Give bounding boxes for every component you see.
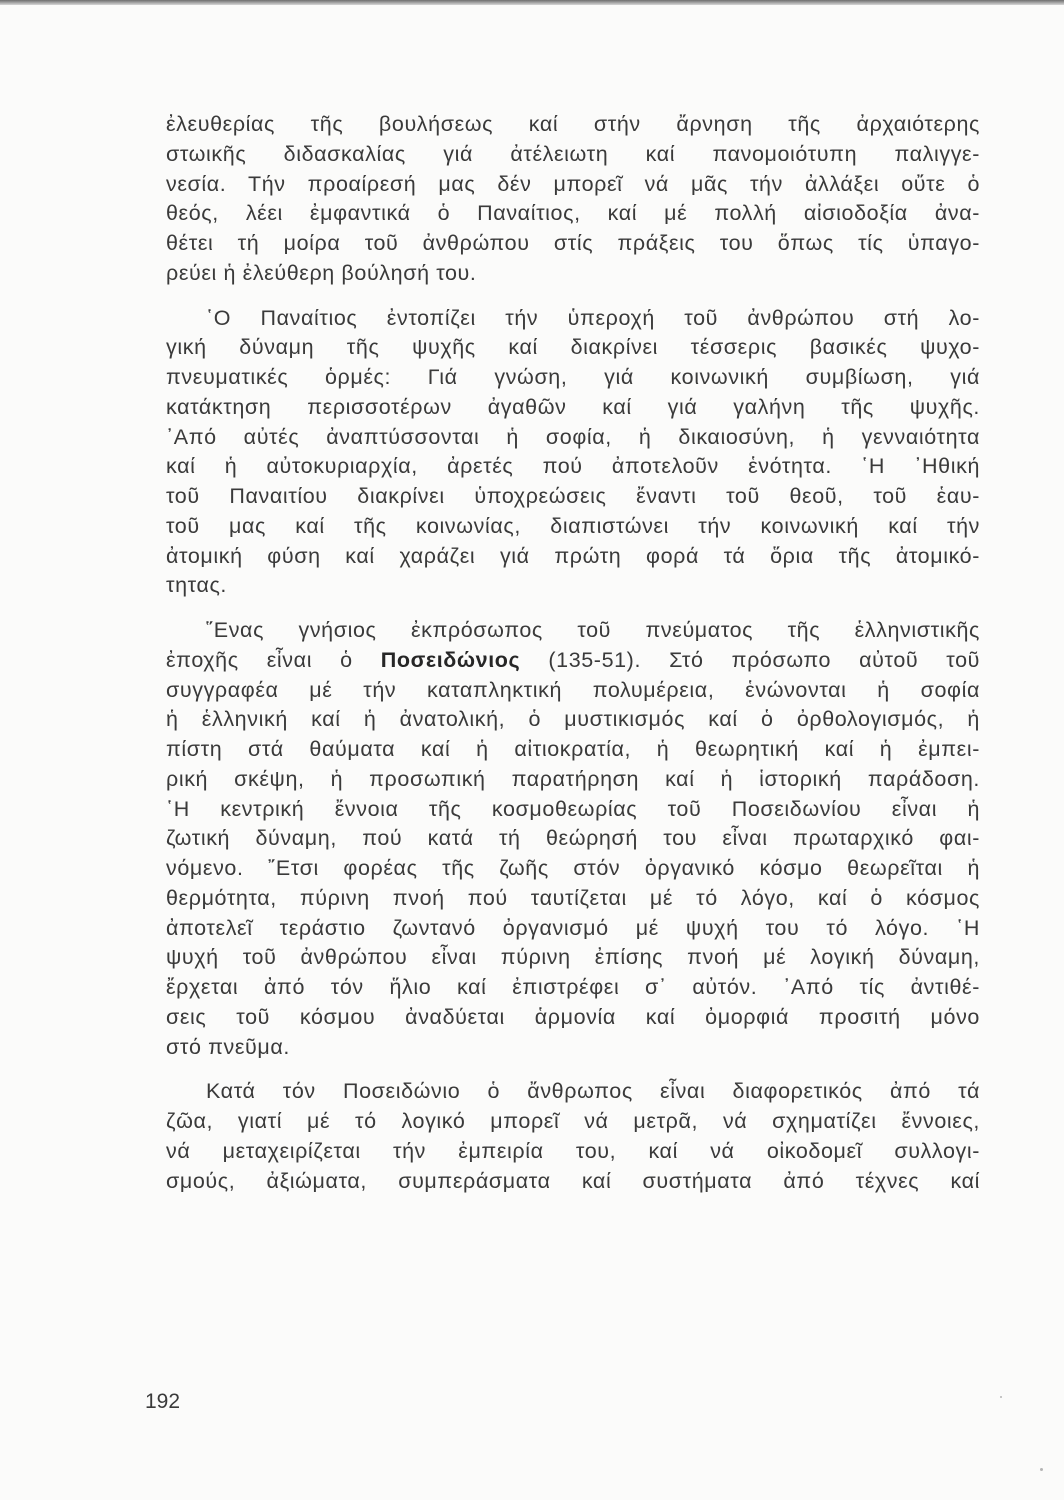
text-line: ἀτομική φύση καί χαράζει γιά πρώτη φορά τά ὅρια τῆς ἀτομικό- <box>166 543 980 568</box>
text-line: νά μεταχειρίζεται τήν ἐμπειρία του, καί νά οἰκοδομεῖ συλλογι- <box>166 1138 980 1163</box>
text-line: Κατά τόν Ποσειδώνιο ὁ ἄνθρωπος εἶναι διαφορετικός ἀπό τά <box>206 1079 980 1104</box>
text-line: ῞Ενας γνήσιος ἐκπρόσωπος τοῦ πνεύματος τῆς ἑλληνιστικῆς <box>206 618 980 642</box>
text-line: ἐλευθερίας τῆς βουλήσεως καί στήν ἄρνηση τῆς ἀρχαιότερης <box>166 112 980 136</box>
text-line: γική δύναμη τῆς ψυχῆς καί διακρίνει τέσσερις βασικές ψυχο- <box>166 335 980 360</box>
paragraph-2 <box>166 304 980 602</box>
scan-speck <box>1040 1468 1043 1471</box>
text-line: νεσία. Τήν προαίρεσή μας δέν μπορεῖ νά μᾶς τήν ἀλλάξει οὔτε ὁ <box>166 171 980 196</box>
text-line: ᾿Από αὐτές ἀναπτύσσονται ἡ σοφία, ἡ δικαιοσύνη, ἡ γενναιότητα <box>166 424 980 449</box>
paragraph-3 <box>166 616 980 1062</box>
text-line: ἀποτελεῖ τεράστιο ζωντανό ὀργανισμό μέ ψυχή του τό λόγο. ῾Η <box>166 915 980 940</box>
text-fragment: (135-51). Στό πρόσωπο αὐτοῦ τοῦ <box>520 647 980 672</box>
name-highlight: Ποσειδώνιος <box>380 647 521 672</box>
text-line: θέτει τή μοίρα τοῦ ἀνθρώπου στίς πράξεις του ὅπως τίς ὑπαγο- <box>166 231 980 255</box>
text-line: ρεύει ἡ ἐλεύθερη βούλησή του. <box>166 260 477 285</box>
text-line: συγγραφέα μέ τήν καταπληκτική πολυμέρεια, ἑνώνονται ἡ σοφία <box>166 677 980 702</box>
text-line: ἔρχεται ἀπό τόν ἥλιο καί ἐπιστρέφει σ᾿ αὐτόν. ᾿Από τίς ἀντιθέ- <box>166 975 980 999</box>
scan-top-edge <box>0 0 1064 5</box>
text-line: πνευματικές ὁρμές: Γιά γνώση, γιά κοινωνική συμβίωση, γιά <box>166 365 980 389</box>
text-line: ἡ ἑλληνική καί ἡ ἀνατολική, ὁ μυστικισμός καί ὁ ὀρθολογισμός, ἡ <box>166 707 980 732</box>
text-line: κατάκτηση περισσοτέρων ἀγαθῶν καί γιά γαλήνη τῆς ψυχῆς. <box>166 394 980 419</box>
text-line <box>166 646 980 676</box>
text-line: τοῦ Παναιτίου διακρίνει ὑποχρεώσεις ἔναντι τοῦ θεοῦ, τοῦ ἑαυ- <box>166 484 980 508</box>
text-line: ζωτική δύναμη, πού κατά τή θεώρησή του εἶναι πρωταρχικό φαι- <box>166 826 980 851</box>
text-line: τητας. <box>166 573 228 598</box>
page-number: 192 <box>145 1390 181 1413</box>
text-line: ψυχή τοῦ ἀνθρώπου εἶναι πύρινη ἐπίσης πνοή μέ λογική δύναμη, <box>166 945 980 970</box>
text-line: νόμενο. ῎Ετσι φορέας τῆς ζωῆς στόν ὀργανικό κόσμο θεωρεῖται ἡ <box>166 856 980 880</box>
text-line: ῾Η κεντρική ἔννοια τῆς κοσμοθεωρίας τοῦ Ποσειδωνίου εἶναι ἡ <box>166 796 980 821</box>
text-fragment: ἐποχῆς εἶναι ὁ <box>166 647 381 672</box>
text-line: σμούς, ἀξιώματα, συμπεράσματα καί συστήματα ἀπό τέχνες καί <box>166 1168 980 1193</box>
text-line: στό πνεῦμα. <box>166 1034 291 1059</box>
text-line: καί ἡ αὐτοκυριαρχία, ἀρετές πού ἀποτελοῦν ἑνότητα. ῾Η ᾿Ηθική <box>166 454 980 479</box>
paragraph-1 <box>166 110 980 289</box>
text-line: πίστη στά θαύματα καί ἡ αἰτιοκρατία, ἡ θεωρητική καί ἡ ἐμπει- <box>166 737 980 761</box>
text-line: θεός, λέει ἐμφαντικά ὁ Παναίτιος, καί μέ πολλή αἰσιοδοξία ἀνα- <box>166 201 980 226</box>
text-line: στωικῆς διδασκαλίας γιά ἀτέλειωτη καί πανομοιότυπη παλιγγε- <box>166 141 980 166</box>
text-line: σεις τοῦ κόσμου ἀναδύεται ἁρμονία καί ὀμορφιά προσιτή μόνο <box>166 1004 980 1029</box>
paragraph-4 <box>166 1077 980 1196</box>
text-line: θερμότητα, πύρινη πνοή πού ταυτίζεται μέ τό λόγο, καί ὁ κόσμος <box>166 885 980 910</box>
text-line: ζῶα, γιατί μέ τό λογικό μπορεῖ νά μετρᾶ, νά σχηματίζει ἔννοιες, <box>166 1109 980 1133</box>
text-line: ῾Ο Παναίτιος ἐντοπίζει τήν ὑπεροχή τοῦ ἀνθρώπου στή λο- <box>206 305 980 330</box>
scan-speck <box>1000 1396 1002 1398</box>
text-line: τοῦ μας καί τῆς κοινωνίας, διαπιστώνει τήν κοινωνική καί τήν <box>166 513 980 538</box>
text-line: ρική σκέψη, ἡ προσωπική παρατήρηση καί ἡ ἱστορική παράδοση. <box>166 766 980 791</box>
body-text <box>166 110 980 1196</box>
